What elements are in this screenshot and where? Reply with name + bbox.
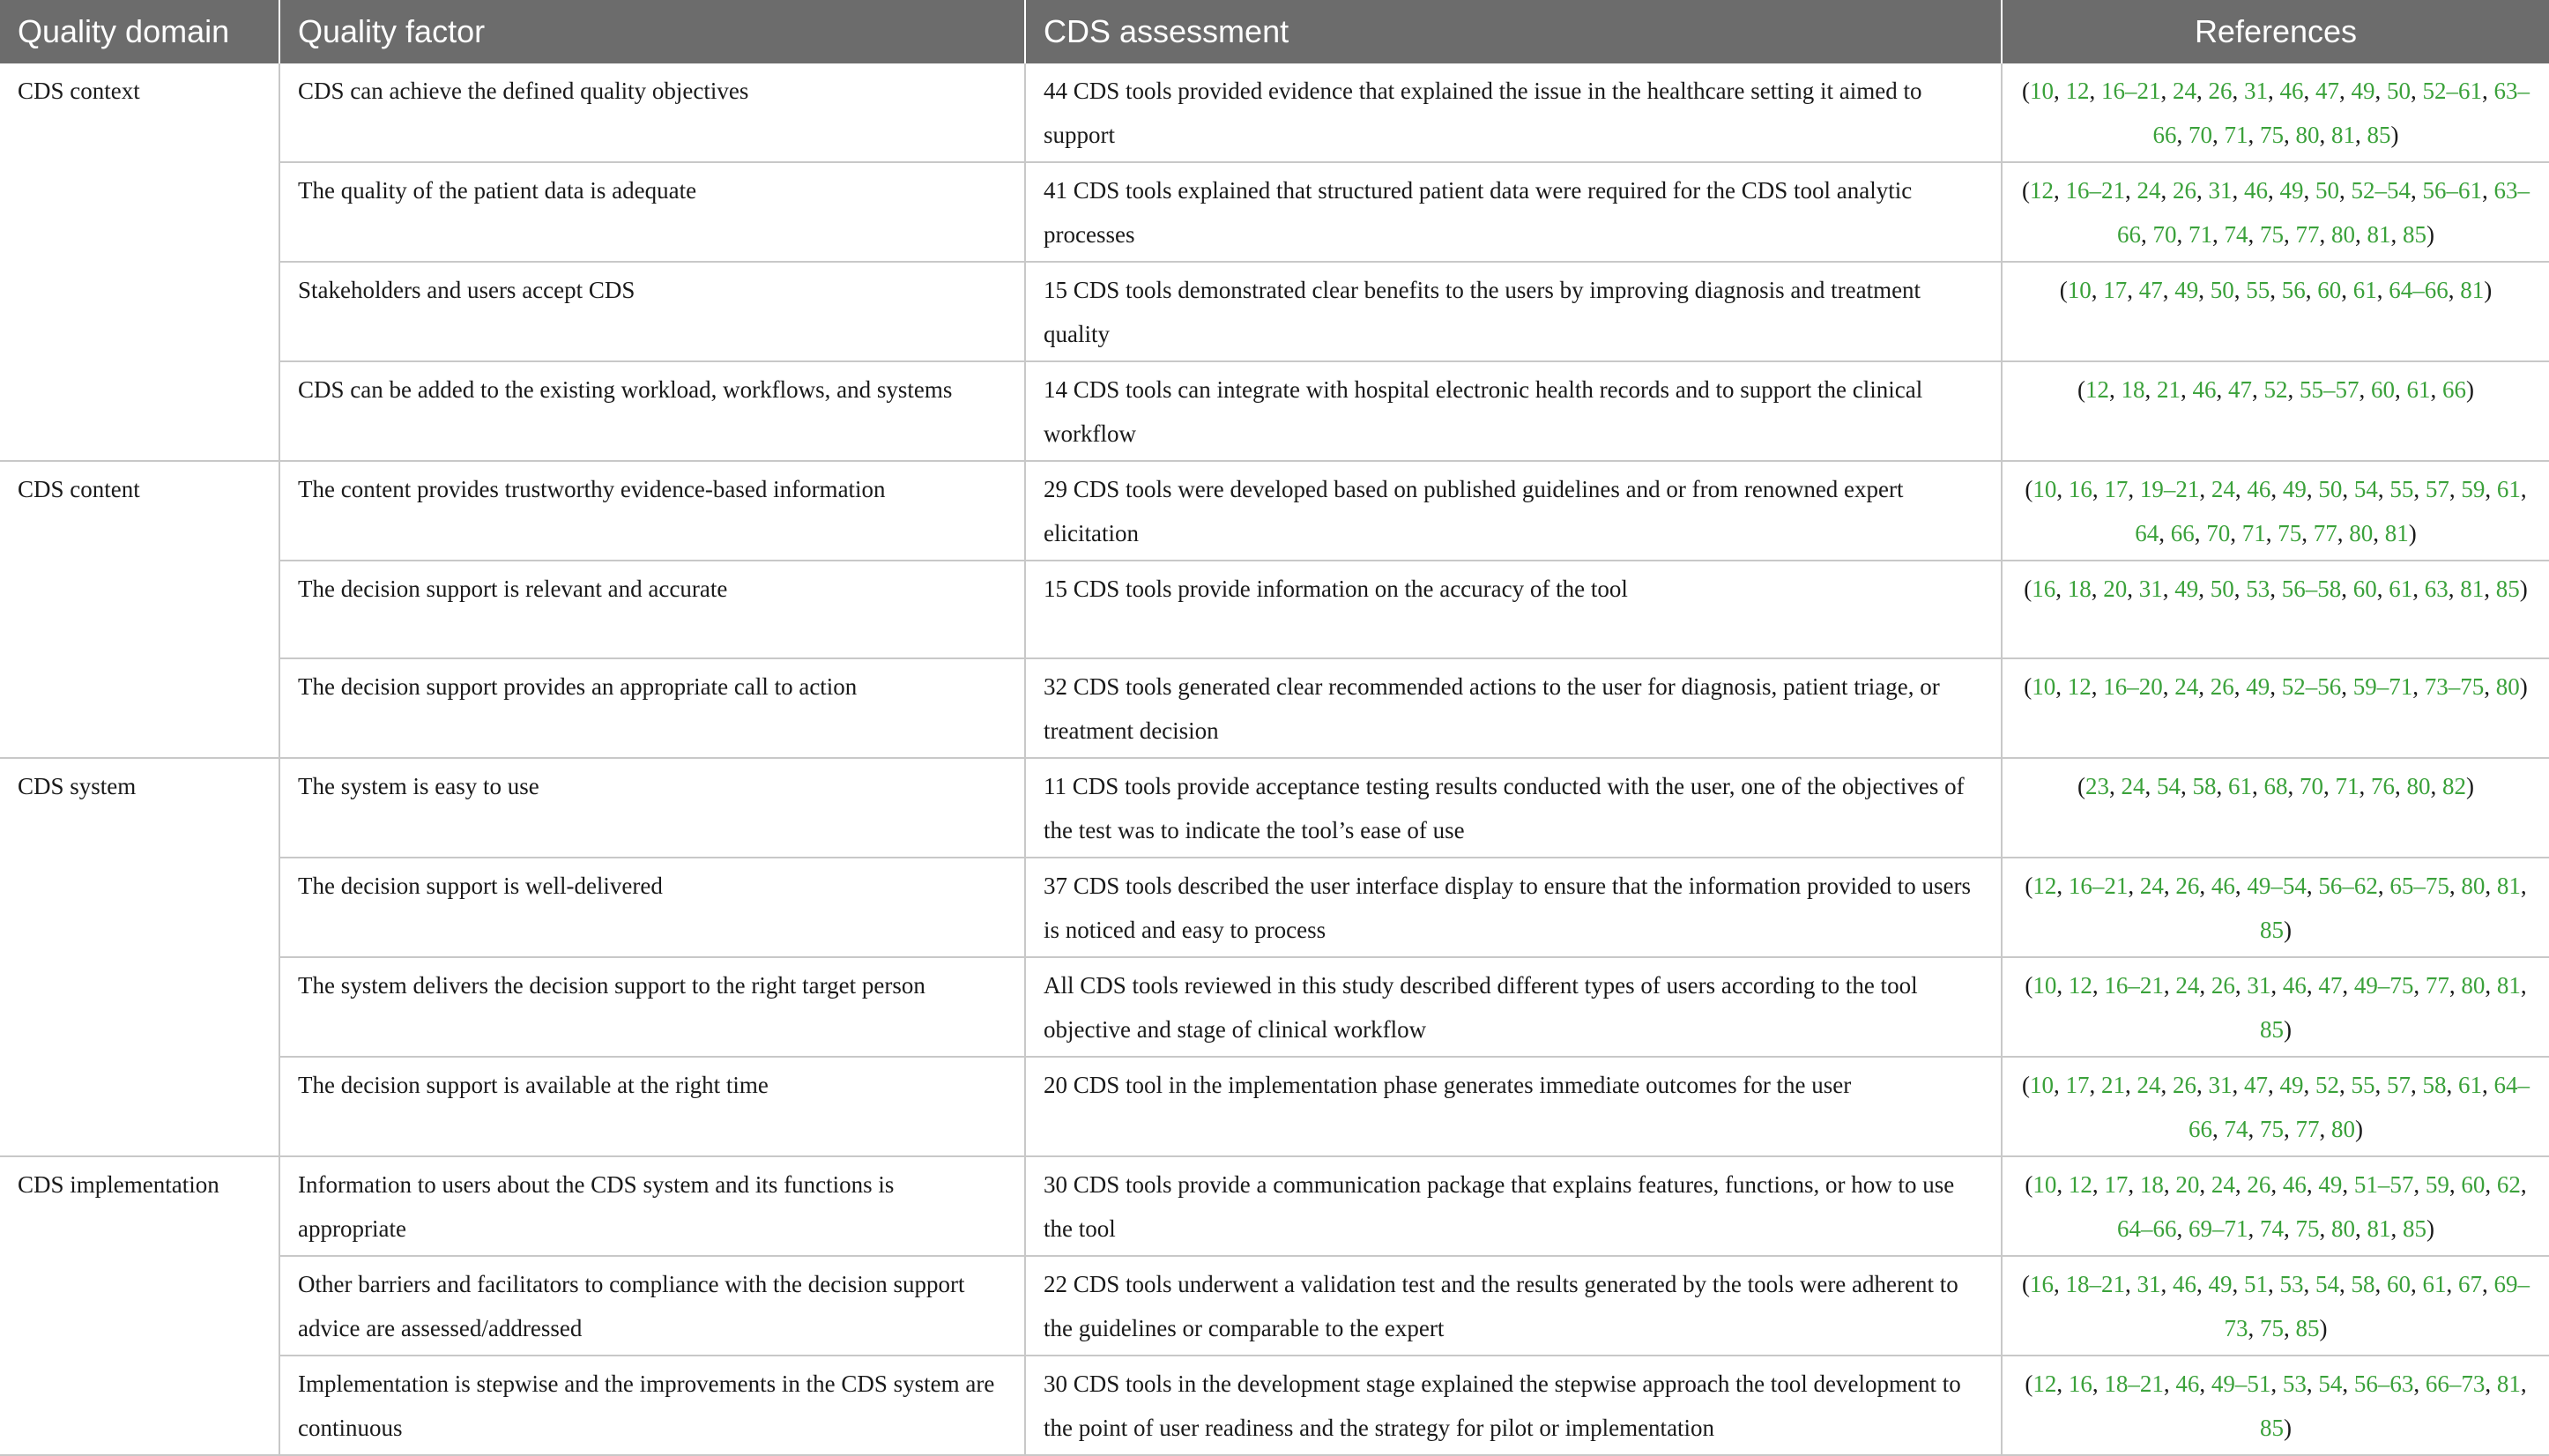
reference-link[interactable]: 64–66 [2189,1072,2530,1142]
reference-link[interactable]: 57 [2425,476,2449,502]
reference-link[interactable]: 80 [2331,1116,2355,1142]
reference-link[interactable]: 24 [2137,1072,2161,1098]
reference-link[interactable]: 61 [2422,1271,2447,1297]
reference-link[interactable]: 47 [2318,972,2343,999]
table-row [0,1256,2549,1356]
reference-link[interactable]: 85 [2367,122,2391,148]
cds-assessment-cell: 44 CDS tools provided evidence that explained the issue in the healthcare setting it aimed to support [1025,63,2002,162]
cds-assessment-cell: 30 CDS tools in the development stage explained the stepwise approach the tool development to the point of user readiness and the strategy for pilot or implementation [1025,1356,2002,1455]
reference-link[interactable]: 10 [2033,1171,2057,1198]
reference-link[interactable]: 61 [2406,376,2431,403]
reference-link[interactable]: 16–21 [2068,873,2129,899]
quality-factor-cell: Other barriers and facilitators to compliance with the decision support advice are assessed/addressed [279,1256,1025,1356]
reference-link[interactable]: 26 [2247,1171,2271,1198]
table-row [0,63,2549,162]
reference-link[interactable]: 12 [2030,177,2054,204]
quality-factor-cell: Stakeholders and users accept CDS [279,262,1025,361]
reference-link[interactable]: 46 [2282,1171,2307,1198]
reference-link[interactable]: 31 [2244,78,2268,104]
quality-domain-cell: CDS system [0,758,279,1156]
cds-assessment-cell: 30 CDS tools provide a communication package that explains features, functions, or how to use the tool [1025,1156,2002,1256]
reference-link[interactable]: 76 [2371,773,2395,799]
cds-assessment-cell: 14 CDS tools can integrate with hospital electronic health records and to support the clinical workflow [1025,361,2002,461]
reference-link[interactable]: 16–20 [2103,673,2163,700]
reference-link[interactable]: 55 [2246,277,2270,303]
reference-link[interactable]: 57 [2387,1072,2411,1098]
reference-link[interactable]: 52 [2263,376,2288,403]
cds-assessment-cell: 41 CDS tools explained that structured patient data were required for the CDS tool analytic processes [1025,162,2002,262]
reference-link[interactable]: 80 [2461,873,2486,899]
reference-link[interactable]: 71 [2241,520,2266,546]
reference-link[interactable]: 81 [2331,122,2355,148]
reference-link[interactable]: 26 [2173,177,2196,204]
reference-link[interactable]: 75 [2295,1215,2320,1242]
reference-link[interactable]: 81 [2496,873,2521,899]
reference-link[interactable]: 64–66 [2389,277,2449,303]
reference-link[interactable]: 16 [2032,576,2056,602]
reference-link[interactable]: 52–54 [2351,177,2411,204]
reference-link[interactable]: 80 [2295,122,2320,148]
reference-link[interactable]: 10 [2030,78,2054,104]
reference-link[interactable]: 85 [2403,1215,2426,1242]
reference-link[interactable]: 49–51 [2211,1371,2271,1397]
reference-link[interactable]: 56–62 [2318,873,2378,899]
reference-link[interactable]: 54 [2157,773,2181,799]
quality-factor-cell: Information to users about the CDS system and its functions is appropriate [279,1156,1025,1256]
reference-link[interactable]: 17 [2065,1072,2090,1098]
reference-link[interactable]: 47 [2228,376,2252,403]
references-cell: (10, 12, 16–20, 24, 26, 49, 52–56, 59–71, 73–75, 80) [2002,658,2549,758]
references-cell: (12, 16–21, 24, 26, 31, 46, 49, 50, 52–54, 56–61, 63–66, 70, 71, 74, 75, 77, 80, 81, 85) [2002,162,2549,262]
reference-link[interactable]: 85 [2403,221,2426,248]
references-cell: (10, 12, 16–21, 24, 26, 31, 46, 47, 49, 50, 52–61, 63–66, 70, 71, 75, 80, 81, 85) [2002,63,2549,162]
reference-link[interactable]: 18–21 [2104,1371,2164,1397]
reference-link[interactable]: 54 [2318,1371,2343,1397]
reference-link[interactable]: 16 [2068,476,2092,502]
reference-link[interactable]: 12 [2065,78,2090,104]
quality-factor-cell: The system is easy to use [279,758,1025,858]
reference-link[interactable]: 21 [2101,1072,2125,1098]
reference-link[interactable]: 31 [2138,576,2163,602]
reference-link[interactable]: 85 [2260,1415,2284,1441]
reference-link[interactable]: 49 [2174,576,2199,602]
reference-link[interactable]: 20 [2103,576,2128,602]
table-row [0,1057,2549,1156]
reference-link[interactable]: 46 [2175,1371,2200,1397]
reference-link[interactable]: 16 [2068,1371,2092,1397]
reference-link[interactable]: 64–66 [2117,1215,2177,1242]
reference-link[interactable]: 66 [2170,520,2195,546]
reference-link[interactable]: 63 [2424,576,2449,602]
reference-link[interactable]: 85 [2295,1315,2320,1341]
reference-link[interactable]: 80 [2461,972,2486,999]
table-row [0,361,2549,461]
reference-link[interactable]: 10 [2067,277,2092,303]
reference-link[interactable]: 55 [2389,476,2414,502]
reference-link[interactable]: 16–21 [2065,177,2125,204]
reference-link[interactable]: 50 [2210,576,2234,602]
reference-link[interactable]: 47 [2315,78,2339,104]
reference-link[interactable]: 49 [2318,1171,2343,1198]
reference-link[interactable]: 46 [2282,972,2307,999]
reference-link[interactable]: 50 [2318,476,2343,502]
reference-link[interactable]: 49 [2246,673,2270,700]
reference-link[interactable]: 60 [2461,1171,2486,1198]
reference-link[interactable]: 31 [2137,1271,2161,1297]
reference-link[interactable]: 49 [2282,476,2307,502]
reference-link[interactable]: 12 [2068,1171,2092,1198]
reference-link[interactable]: 67 [2458,1271,2482,1297]
reference-link[interactable]: 50 [2210,277,2234,303]
reference-link[interactable]: 31 [2208,1072,2233,1098]
reference-link[interactable]: 26 [2173,1072,2196,1098]
table-row [0,262,2549,361]
reference-link[interactable]: 58 [2351,1271,2375,1297]
reference-link[interactable]: 60 [2317,277,2342,303]
table-row [0,858,2549,957]
reference-link[interactable]: 16–21 [2101,78,2161,104]
reference-link[interactable]: 81 [2367,221,2391,248]
reference-link[interactable]: 23 [2085,773,2109,799]
references-cell: (10, 12, 16–21, 24, 26, 31, 46, 47, 49–75, 77, 80, 81, 85) [2002,957,2549,1057]
reference-link[interactable]: 49 [2279,1072,2304,1098]
reference-link[interactable]: 70 [2300,773,2323,799]
reference-link[interactable]: 61 [2389,576,2413,602]
reference-link[interactable]: 60 [2387,1271,2411,1297]
quality-domain-cell: CDS content [0,461,279,758]
reference-link[interactable]: 59–71 [2352,673,2413,700]
cds-assessment-cell: 15 CDS tools demonstrated clear benefits to the users by improving diagnosis and treatment quality [1025,262,2002,361]
reference-link[interactable]: 26 [2175,873,2200,899]
quality-domain-cell: CDS implementation [0,1156,279,1455]
reference-link[interactable]: 46 [2211,873,2235,899]
reference-link[interactable]: 69–71 [2189,1215,2248,1242]
reference-link[interactable]: 66 [2442,376,2466,403]
reference-link[interactable]: 50 [2387,78,2411,104]
quality-factor-cell: CDS can be added to the existing workload, workflows, and systems [279,361,1025,461]
reference-link[interactable]: 80 [2331,221,2355,248]
reference-link[interactable]: 74 [2224,1116,2248,1142]
header-row [0,0,2549,63]
reference-link[interactable]: 61 [2352,277,2377,303]
reference-link[interactable]: 12 [2085,376,2109,403]
reference-link[interactable]: 24 [2121,773,2145,799]
reference-link[interactable]: 80 [2495,673,2520,700]
references-cell: (16, 18, 20, 31, 49, 50, 53, 56–58, 60, 61, 63, 81, 85) [2002,561,2549,658]
reference-link[interactable]: 12 [2033,1371,2057,1397]
reference-link[interactable]: 71 [2189,221,2212,248]
table-row [0,461,2549,561]
reference-link[interactable]: 68 [2263,773,2288,799]
quality-factor-cell: The content provides trustworthy evidence-based information [279,461,1025,561]
reference-link[interactable]: 49–75 [2353,972,2414,999]
reference-link[interactable]: 53 [2246,576,2270,602]
reference-link[interactable]: 80 [2349,520,2374,546]
cds-assessment-cell: 20 CDS tool in the implementation phase generates immediate outcomes for the user [1025,1057,2002,1156]
reference-link[interactable]: 10 [2030,1072,2054,1098]
reference-link[interactable]: 56–63 [2353,1371,2414,1397]
reference-link[interactable]: 26 [2208,78,2233,104]
reference-link[interactable]: 49 [2174,277,2199,303]
references-cell: (10, 17, 47, 49, 50, 55, 56, 60, 61, 64–66, 81) [2002,262,2549,361]
header-quality-domain: Quality domain [0,0,279,63]
reference-link[interactable]: 20 [2175,1171,2200,1198]
reference-link[interactable]: 46 [2173,1271,2196,1297]
quality-factor-cell: The system delivers the decision support to the right target person [279,957,1025,1057]
reference-link[interactable]: 81 [2460,576,2485,602]
reference-link[interactable]: 62 [2496,1171,2521,1198]
reference-link[interactable]: 81 [2496,1371,2521,1397]
reference-link[interactable]: 24 [2137,177,2161,204]
reference-link[interactable]: 47 [2244,1072,2268,1098]
reference-link[interactable]: 52 [2315,1072,2339,1098]
reference-link[interactable]: 53 [2279,1271,2304,1297]
cds-assessment-cell: All CDS tools reviewed in this study described different types of users according to the tool objective and stage of clinical workflow [1025,957,2002,1057]
quality-factor-cell: The decision support is relevant and accurate [279,561,1025,658]
reference-link[interactable]: 82 [2442,773,2466,799]
reference-link[interactable]: 24 [2175,972,2200,999]
reference-link[interactable]: 12 [2067,673,2092,700]
references-cell: (23, 24, 54, 58, 61, 68, 70, 71, 76, 80, 82) [2002,758,2549,858]
reference-link[interactable]: 18 [2067,576,2092,602]
reference-link[interactable]: 51 [2244,1271,2268,1297]
reference-link[interactable]: 61 [2458,1072,2482,1098]
table-row [0,957,2549,1057]
reference-link[interactable]: 61 [2228,773,2252,799]
reference-link[interactable]: 21 [2157,376,2181,403]
cds-assessment-cell: 37 CDS tools described the user interface display to ensure that the information provided to users is noticed and easy to process [1025,858,2002,957]
reference-link[interactable]: 26 [2211,972,2235,999]
reference-link[interactable]: 54 [2315,1271,2339,1297]
reference-link[interactable]: 52–56 [2281,673,2342,700]
cds-assessment-cell: 11 CDS tools provide acceptance testing results conducted with the user, one of the objectives of the test was to indicate the tool’s ease of use [1025,758,2002,858]
reference-link[interactable]: 52–61 [2422,78,2482,104]
reference-link[interactable]: 81 [2496,972,2521,999]
reference-link[interactable]: 49 [2279,177,2304,204]
reference-link[interactable]: 16 [2030,1271,2054,1297]
reference-link[interactable]: 24 [2174,673,2199,700]
reference-link[interactable]: 56 [2281,277,2306,303]
reference-link[interactable]: 75 [2278,520,2302,546]
reference-link[interactable]: 50 [2315,177,2339,204]
reference-link[interactable]: 85 [2495,576,2520,602]
references-cell: (12, 18, 21, 46, 47, 52, 55–57, 60, 61, 66) [2002,361,2549,461]
reference-link[interactable]: 47 [2138,277,2163,303]
cds-assessment-cell: 22 CDS tools underwent a validation test and the results generated by the tools were adherent to the guidelines or comparable to the expert [1025,1256,2002,1356]
reference-link[interactable]: 75 [2260,221,2284,248]
table-row [0,561,2549,658]
reference-link[interactable]: 31 [2208,177,2233,204]
reference-link[interactable]: 77 [2295,1116,2320,1142]
references-cell: (10, 12, 17, 18, 20, 24, 26, 46, 49, 51–57, 59, 60, 62, 64–66, 69–71, 74, 75, 80, 81, 85) [2002,1156,2549,1256]
reference-link[interactable]: 64 [2135,520,2159,546]
reference-link[interactable]: 70 [2189,122,2212,148]
cds-assessment-cell: 15 CDS tools provide information on the accuracy of the tool [1025,561,2002,658]
reference-link[interactable]: 77 [2313,520,2337,546]
reference-link[interactable]: 49 [2208,1271,2233,1297]
reference-link[interactable]: 58 [2422,1072,2447,1098]
reference-link[interactable]: 55 [2351,1072,2375,1098]
references-cell: (16, 18–21, 31, 46, 49, 51, 53, 54, 58, 60, 61, 67, 69–73, 75, 85) [2002,1256,2549,1356]
quality-factor-cell: CDS can achieve the defined quality objectives [279,63,1025,162]
reference-link[interactable]: 81 [2367,1215,2391,1242]
quality-factor-cell: The decision support provides an appropriate call to action [279,658,1025,758]
reference-link[interactable]: 12 [2068,972,2092,999]
reference-link[interactable]: 18 [2139,1171,2164,1198]
reference-link[interactable]: 56–58 [2281,576,2342,602]
reference-link[interactable]: 19–21 [2139,476,2200,502]
reference-link[interactable]: 63–66 [2152,78,2530,148]
reference-link[interactable]: 51–57 [2353,1171,2414,1198]
reference-link[interactable]: 12 [2033,873,2057,899]
reference-link[interactable]: 46 [2244,177,2268,204]
reference-link[interactable]: 59 [2425,1171,2449,1198]
reference-link[interactable]: 16–21 [2104,972,2164,999]
header-references: References [2002,0,2549,63]
reference-link[interactable]: 24 [2211,1171,2235,1198]
reference-link[interactable]: 56–61 [2422,177,2482,204]
references-cell: (12, 16, 18–21, 46, 49–51, 53, 54, 56–63, 66–73, 81, 85) [2002,1356,2549,1455]
reference-link[interactable]: 74 [2224,221,2248,248]
reference-link[interactable]: 55–57 [2300,376,2359,403]
reference-link[interactable]: 75 [2260,1116,2284,1142]
reference-link[interactable]: 85 [2260,917,2284,943]
table-row [0,758,2549,858]
reference-link[interactable]: 66–73 [2425,1371,2486,1397]
reference-link[interactable]: 26 [2210,673,2234,700]
reference-link[interactable]: 24 [2139,873,2164,899]
reference-link[interactable]: 77 [2295,221,2320,248]
reference-link[interactable]: 59 [2461,476,2486,502]
reference-link[interactable]: 73–75 [2424,673,2485,700]
reference-link[interactable]: 10 [2033,476,2057,502]
table-row [0,658,2549,758]
quality-factor-cell: The decision support is available at the right time [279,1057,1025,1156]
reference-link[interactable]: 60 [2352,576,2377,602]
reference-link[interactable]: 81 [2384,520,2409,546]
reference-link[interactable]: 10 [2033,972,2057,999]
reference-link[interactable]: 80 [2331,1215,2355,1242]
reference-link[interactable]: 58 [2192,773,2217,799]
reference-link[interactable]: 77 [2425,972,2449,999]
cds-assessment-cell: 32 CDS tools generated clear recommended actions to the user for diagnosis, patient triage, or treatment decision [1025,658,2002,758]
reference-link[interactable]: 61 [2496,476,2521,502]
reference-link[interactable]: 71 [2335,773,2359,799]
reference-link[interactable]: 75 [2260,1315,2284,1341]
reference-link[interactable]: 80 [2406,773,2431,799]
reference-link[interactable]: 18 [2121,376,2145,403]
table-row [0,162,2549,262]
reference-link[interactable]: 18–21 [2065,1271,2125,1297]
header-cds-assessment: CDS assessment [1025,0,2002,63]
references-cell: (12, 16–21, 24, 26, 46, 49–54, 56–62, 65–75, 80, 81, 85) [2002,858,2549,957]
reference-link[interactable]: 63–66 [2117,177,2530,248]
quality-domain-cell: CDS context [0,63,279,461]
cds-assessment-cell: 29 CDS tools were developed based on published guidelines and or from renowned expert elicitation [1025,461,2002,561]
reference-link[interactable]: 54 [2353,476,2378,502]
table-row [0,1156,2549,1256]
reference-link[interactable]: 69–73 [2224,1271,2530,1341]
reference-link[interactable]: 53 [2282,1371,2307,1397]
reference-link[interactable]: 10 [2032,673,2056,700]
reference-link[interactable]: 31 [2247,972,2271,999]
quality-factor-cell: The decision support is well-delivered [279,858,1025,957]
reference-link[interactable]: 17 [2104,1171,2129,1198]
reference-link[interactable]: 24 [2211,476,2235,502]
reference-link[interactable]: 17 [2103,277,2128,303]
reference-link[interactable]: 71 [2224,122,2248,148]
reference-link[interactable]: 49–54 [2247,873,2307,899]
reference-link[interactable]: 81 [2460,277,2485,303]
references-cell: (10, 16, 17, 19–21, 24, 46, 49, 50, 54, 55, 57, 59, 61, 64, 66, 70, 71, 75, 77, 80, 81) [2002,461,2549,561]
reference-link[interactable]: 85 [2260,1016,2284,1043]
reference-link[interactable]: 70 [2206,520,2231,546]
reference-link[interactable]: 60 [2371,376,2395,403]
table-row [0,1356,2549,1455]
reference-link[interactable]: 24 [2173,78,2196,104]
reference-link[interactable]: 46 [2279,78,2304,104]
header-quality-factor: Quality factor [279,0,1025,63]
reference-link[interactable]: 17 [2104,476,2129,502]
reference-link[interactable]: 75 [2260,122,2284,148]
quality-factor-cell: The quality of the patient data is adequate [279,162,1025,262]
reference-link[interactable]: 65–75 [2389,873,2449,899]
quality-factor-cell: Implementation is stepwise and the improvements in the CDS system are continuous [279,1356,1025,1455]
reference-link[interactable]: 70 [2152,221,2177,248]
reference-link[interactable]: 49 [2351,78,2375,104]
reference-link[interactable]: 74 [2260,1215,2284,1242]
reference-link[interactable]: 46 [2192,376,2217,403]
reference-link[interactable]: 46 [2247,476,2271,502]
references-cell: (10, 17, 21, 24, 26, 31, 47, 49, 52, 55, 57, 58, 61, 64–66, 74, 75, 77, 80) [2002,1057,2549,1156]
